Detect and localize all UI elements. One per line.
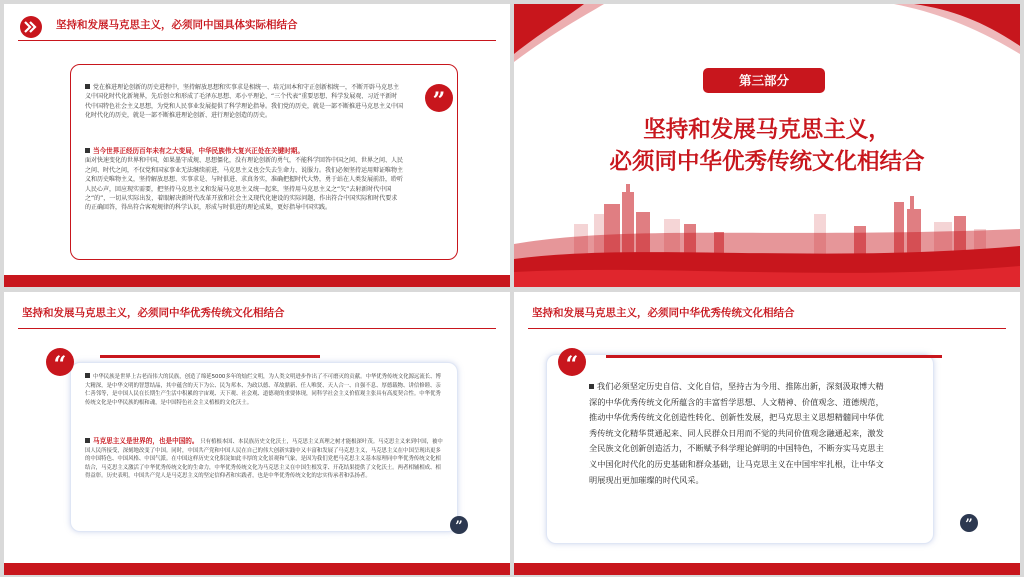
open-quote-icon: “: [558, 348, 586, 376]
section-title-line-2: 必须同中华优秀传统文化相结合: [609, 149, 925, 175]
content-card: [546, 354, 934, 544]
slide-1: [4, 4, 510, 287]
paragraph-text: 中华民族是世界上古老而伟大的民族，创造了绵延5000多年的灿烂文明，为人类文明进步作出了不可磨灭的贡献。中华优秀传统文化源远流长、博大精深，是中华文明的智慧结晶，其中蕴含的天下为公、民为邦本、为政以德、革故鼎新、任人唯贤、天人合一、自强不息、厚德载物、讲信修睦、亲仁善邻等，是中国人民在长期生产生活中积累的宇宙观、天下观、社会观、道德观的重要体现，同科学社会主义价值观主张具有高度契合性。中华优秀传统文化是中华民族的根和魂，是中国特色社会主义植根的文化沃土。: [85, 374, 441, 406]
header-divider: [18, 328, 496, 329]
card-accent-bar: [606, 355, 942, 358]
header-title: 坚持和发展马克思主义，必须同中华优秀传统文化相结合: [22, 307, 285, 319]
bullet-icon: [85, 148, 90, 153]
paragraph-1: [85, 373, 443, 407]
bullet-icon: [85, 438, 90, 443]
bullet-icon: [589, 384, 594, 389]
slide-4: [514, 292, 1020, 575]
bullet-icon: [85, 84, 90, 89]
slide-header: [4, 4, 510, 50]
bullet-icon: [85, 373, 90, 378]
bottom-bar: [4, 563, 510, 575]
close-quote-icon: ”: [450, 516, 468, 534]
card-accent-bar: [100, 355, 320, 358]
paragraph-1: [589, 379, 889, 488]
slide-header: [514, 292, 1020, 338]
highlight-text: 马克思主义是世界的，也是中国的。: [93, 437, 199, 445]
corner-wave-decoration: [514, 4, 1020, 64]
slide-3: [4, 292, 510, 575]
paragraph-2: [85, 437, 443, 481]
header-divider: [528, 328, 1006, 329]
double-chevron-icon: [20, 16, 46, 38]
paragraph-text: 党在推进理论创新的历史进程中，坚持解放思想和实事求是相统一、培元固本和守正创新相统一，不断开辟马克思主义中国化时代化新境界，先后创立和形成了毛泽东思想、邓小平理论、“三个代表”重要思想、科学发展观、习近平新时代中国特色社会主义思想，为党和人民事业发展提供了科学理论指导。我们党的历史，就是一部不断推进马克思主义中国化时代化的历史，就是一部不断推进理论创新、进行理论创造的历史。: [85, 84, 404, 120]
slide-2-section: [514, 4, 1020, 287]
paragraph-2: [85, 147, 403, 213]
paragraph-text: 我们必须坚定历史自信、文化自信，坚持古为今用、推陈出新，深刻汲取博大精深的中华优秀传统文化所蕴含的丰富哲学思想、人文精神、价值观念、道德规范，推动中华优秀传统文化创造性转化、创新性发展，把马克思主义思想精髓同中华优秀传统文化精华贯通起来、同人民群众日用而不觉的共同价值观念融通起来，激发全民族文化创新创造活力，不断赋予科学理论鲜明的中国特色，不断夯实马克思主义中国化时代化的历史基础和群众基础，让马克思主义在中国牢牢扎根，让中华文明展现出更加璀璨的时代风采。: [589, 381, 884, 485]
quote-icon: ”: [425, 84, 453, 112]
header-divider: [18, 40, 496, 41]
header-title: 坚持和发展马克思主义，必须同中国具体实际相结合: [56, 19, 298, 31]
close-quote-icon: ”: [960, 514, 978, 532]
header-title: 坚持和发展马克思主义，必须同中华优秀传统文化相结合: [532, 307, 795, 319]
slide-header: [4, 292, 510, 338]
city-skyline-decoration: [514, 184, 1020, 287]
paragraph-text: 面对快速变化的世界和中国，如果墨守成规、思想僵化，没有理论创新的勇气，不能科学回答中国之问、世界之问、人民之问、时代之问，不仅党和国家事业无法继续前进，马克思主义也会失去生命力、说服力。我们必须坚持运用辩证唯物主义和历史唯物主义，坚持解放思想、实事求是、与时俱进、求真务实，准确把握时代大势，勇于站在人类发展前沿，聆听人民心声，回应现实需要，把坚持马克思主义和发展马克思主义统一起来，坚持用马克思主义之“矢”去射新时代中国之“的”，一切从实际出发，着眼解决新时代改革开放和社会主义现代化建设的实际问题，作出符合中国实际和时代要求的正确回答，得出符合客观规律的科学认识，形成与时俱进的理论成果，更好指导中国实践。: [85, 157, 404, 212]
content-card: [70, 362, 458, 532]
content-card: [70, 64, 458, 260]
paragraph-1: [85, 83, 403, 121]
highlight-text: 当今世界正经历百年未有之大变局，中华民族伟大复兴正处在关键时期。: [93, 147, 304, 155]
paragraph-text: 只有植根本国、本民族历史文化沃土，马克思主义真理之树才能根深叶茂。马克思主义来到中国，被中国人民所接受，深刻地改变了中国。同时，中国共产党和中国人民在自己的伟大创新实践中又丰富和发展了马克思主义，马克思主义在中国呈现出更多的中国特色、中国风格、中国气派。在中国这样历史文化积淀如此丰厚的文化景观和气象，是因为我们党把马克思主义基本原理同中华优秀传统文化相结合，马克思主义激活了中华优秀传统文化的生命力，中华优秀传统文化为马克思主义在中国生根发芽、开花结果提供了文化沃土。两者相辅相成、相得益彰。历史表明，中国共产党人是马克思主义的坚定信仰者和实践者，也是中华优秀传统文化的忠实传承者和弘扬者。: [85, 439, 443, 480]
open-quote-icon: “: [46, 348, 74, 376]
bottom-bar: [4, 275, 510, 287]
bottom-bar: [514, 563, 1020, 575]
section-title-line-1: 坚持和发展马克思主义，: [643, 117, 891, 143]
section-badge: 第三部分: [703, 68, 825, 93]
